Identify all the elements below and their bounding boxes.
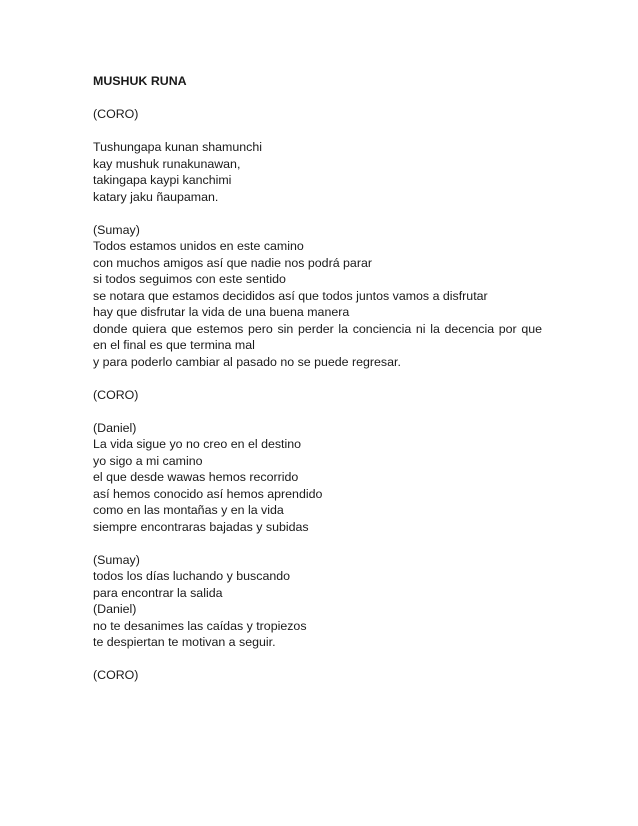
text-line: si todos seguimos con este sentido [93, 272, 286, 286]
lyrics-body [93, 73, 563, 700]
text-line: (CORO) [93, 387, 139, 402]
text-line: para encontrar la salida [93, 585, 223, 600]
text-line: yo sigo a mi camino [93, 453, 203, 468]
text-line: así hemos conocido así hemos aprendido [93, 486, 323, 501]
text-line: hay que disfrutar la vida de una buena manera [93, 305, 350, 319]
text-line: y para poderlo cambiar al pasado no se puede regresar. [93, 354, 401, 369]
text-line: se notara que estamos decididos así que todos juntos vamos a disfrutar [93, 288, 488, 303]
speaker-label: (Daniel) [93, 602, 137, 616]
text-line: (CORO) [93, 107, 139, 121]
text-line: con muchos amigos así que nadie nos podrá parar [93, 255, 372, 270]
text-line: katary jaku ñaupaman. [93, 189, 219, 204]
text-line: todos los días luchando y buscando [93, 569, 291, 583]
song-title: MUSHUK RUNA [93, 74, 187, 88]
chorus-marker-1 [93, 106, 563, 123]
stanza-kichwa [93, 139, 563, 205]
speaker-label: (Sumay) [93, 552, 140, 567]
text-line: kay mushuk runakunawan, [93, 156, 241, 171]
text-line: Todos estamos unidos en este camino [93, 239, 304, 253]
text-line: La vida sigue yo no creo en el destino [93, 437, 302, 451]
text-line: Tushungapa kunan shamunchi [93, 140, 262, 154]
text-line: el que desde wawas hemos recorrido [93, 470, 299, 484]
text-line: en el final es que termina mal [93, 338, 255, 352]
text-line: (CORO) [93, 668, 139, 682]
chorus-marker-2 [93, 387, 563, 404]
stanza-daniel [93, 420, 563, 536]
text-line: como en las montañas y en la vida [93, 503, 284, 517]
chorus-marker-3 [93, 667, 563, 684]
speaker-label: (Daniel) [93, 420, 137, 435]
text-line: no te desanimes las caídas y tropiezos [93, 618, 307, 633]
text-line: te despiertan te motivan a seguir. [93, 635, 276, 649]
text-line: takingapa kaypi kanchimi [93, 173, 232, 187]
speaker-label: (Sumay) [93, 222, 140, 237]
stanza-sumay-daniel [93, 552, 563, 651]
text-line: donde quiera que estemos pero sin perder la conciencia ni la decencia por que [93, 321, 542, 336]
text-line: siempre encontraras bajadas y subidas [93, 519, 309, 534]
stanza-sumay-1 [93, 222, 563, 371]
